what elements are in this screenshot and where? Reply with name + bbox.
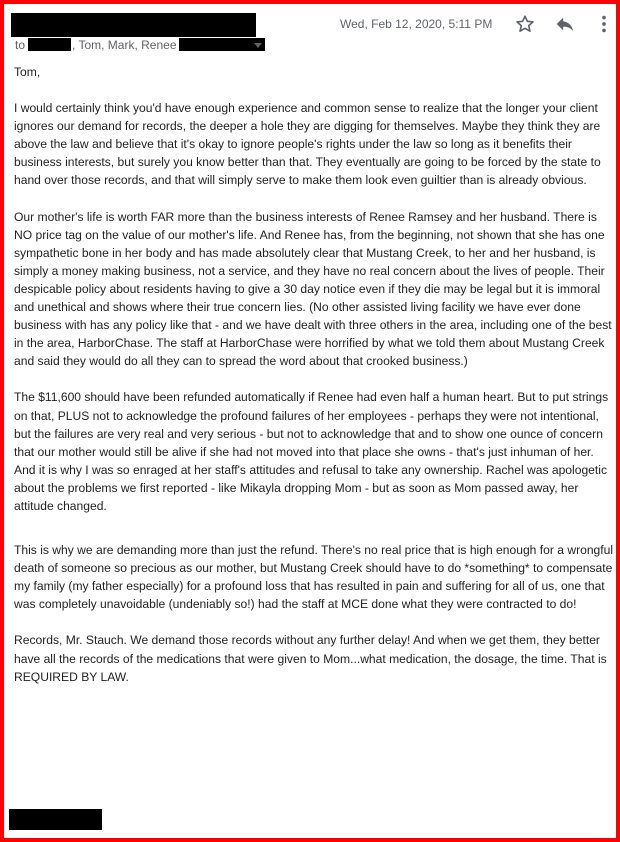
paragraph-2: Our mother's life is worth FAR more than the business interests of Renee Ramsey and her husband. There is NO price tag on the value of our mother's life. And Renee has, from the beginning, not shown that she has one sympathetic bone in her body and has made absolutely clear that Mustang Creek, to her and her husband, is simply a money making business, not a service, and they have no real concern about the lives of people. Their despicable policy about residents having to give a 30 day notice even if they die may be legal but it is immoral and unethical and shows where their true concern lies. (No other assisted living facility we have ever done business with has any policy like that - and we have dealt with three others in the area, including one of the best in the area, HarborChase. The staff at HarborChase were horrified by what we told them about Mustang Creek and said they would do all they can to spread the word about that crooked business.): [14, 209, 612, 369]
recipients-names: , Tom, Mark, Renee: [72, 38, 177, 52]
signature-redaction: [9, 809, 102, 830]
more-vert-icon[interactable]: [593, 13, 615, 35]
message-date: Wed, Feb 12, 2020, 5:11 PM: [340, 17, 493, 31]
recipients-dropdown-icon[interactable]: [254, 43, 262, 48]
star-icon[interactable]: [514, 13, 536, 35]
recipients-line[interactable]: [15, 38, 265, 52]
salutation: Tom,: [14, 65, 41, 79]
paragraph-4: This is why we are demanding more than just the refund. There's no real price that is high enough for a wrongful death of someone so precious as our mother, but Mustang Creek should have to do *something* to compensate my family (my father especially) for a profound loss that has resulted in pain and suffering for all of us, one that was completely unavoidable (undeniably so!) had the staff at MCE done what they were contracted to do!: [14, 543, 614, 612]
recipient-redaction: [28, 38, 71, 51]
reply-icon[interactable]: [554, 13, 576, 35]
recipients-prefix: to: [15, 38, 26, 52]
paragraph-5: Records, Mr. Stauch. We demand those records without any further delay! And when we get them, they better have all the records of the medications that were given to Mom...what medication, the dosage, the time. That is REQUIRED BY LAW.: [14, 633, 607, 684]
recipient-redaction-2: [179, 38, 265, 51]
sender-name-redaction: [11, 13, 256, 37]
paragraph-3: The $11,600 should have been refunded automatically if Renee had even half a human heart. But to put strings on that, PLUS not to acknowledge the profound failures of her employees - perhaps they were not intentional, but the failures are very real and very serious - but not to acknowledge that and to show one ounce of concern that our mother would still be alive if she had not moved into that place she owns - that's just inhuman of her. And it is why I was so enraged at her staff's attitudes and refusal to take any ownership. Rachel was apologetic about the problems we first reported - like Mikayla dropping Mom - but as soon as Mom passed away, her attitude changed.: [14, 390, 609, 513]
paragraph-1: I would certainly think you'd have enough experience and common sense to realize that the longer your client ignores our demand for records, the deeper a hole they are digging for themselves. Maybe they think they are above the law and believe that it's okay to ignore people's rights under the law so long as it benefits their business interests, but surely you know better than that. They eventually are going to be forced by the state to hand over those records, and that will simply serve to make them look even guiltier than is already obvious.: [14, 101, 601, 188]
message-body: [14, 63, 614, 704]
